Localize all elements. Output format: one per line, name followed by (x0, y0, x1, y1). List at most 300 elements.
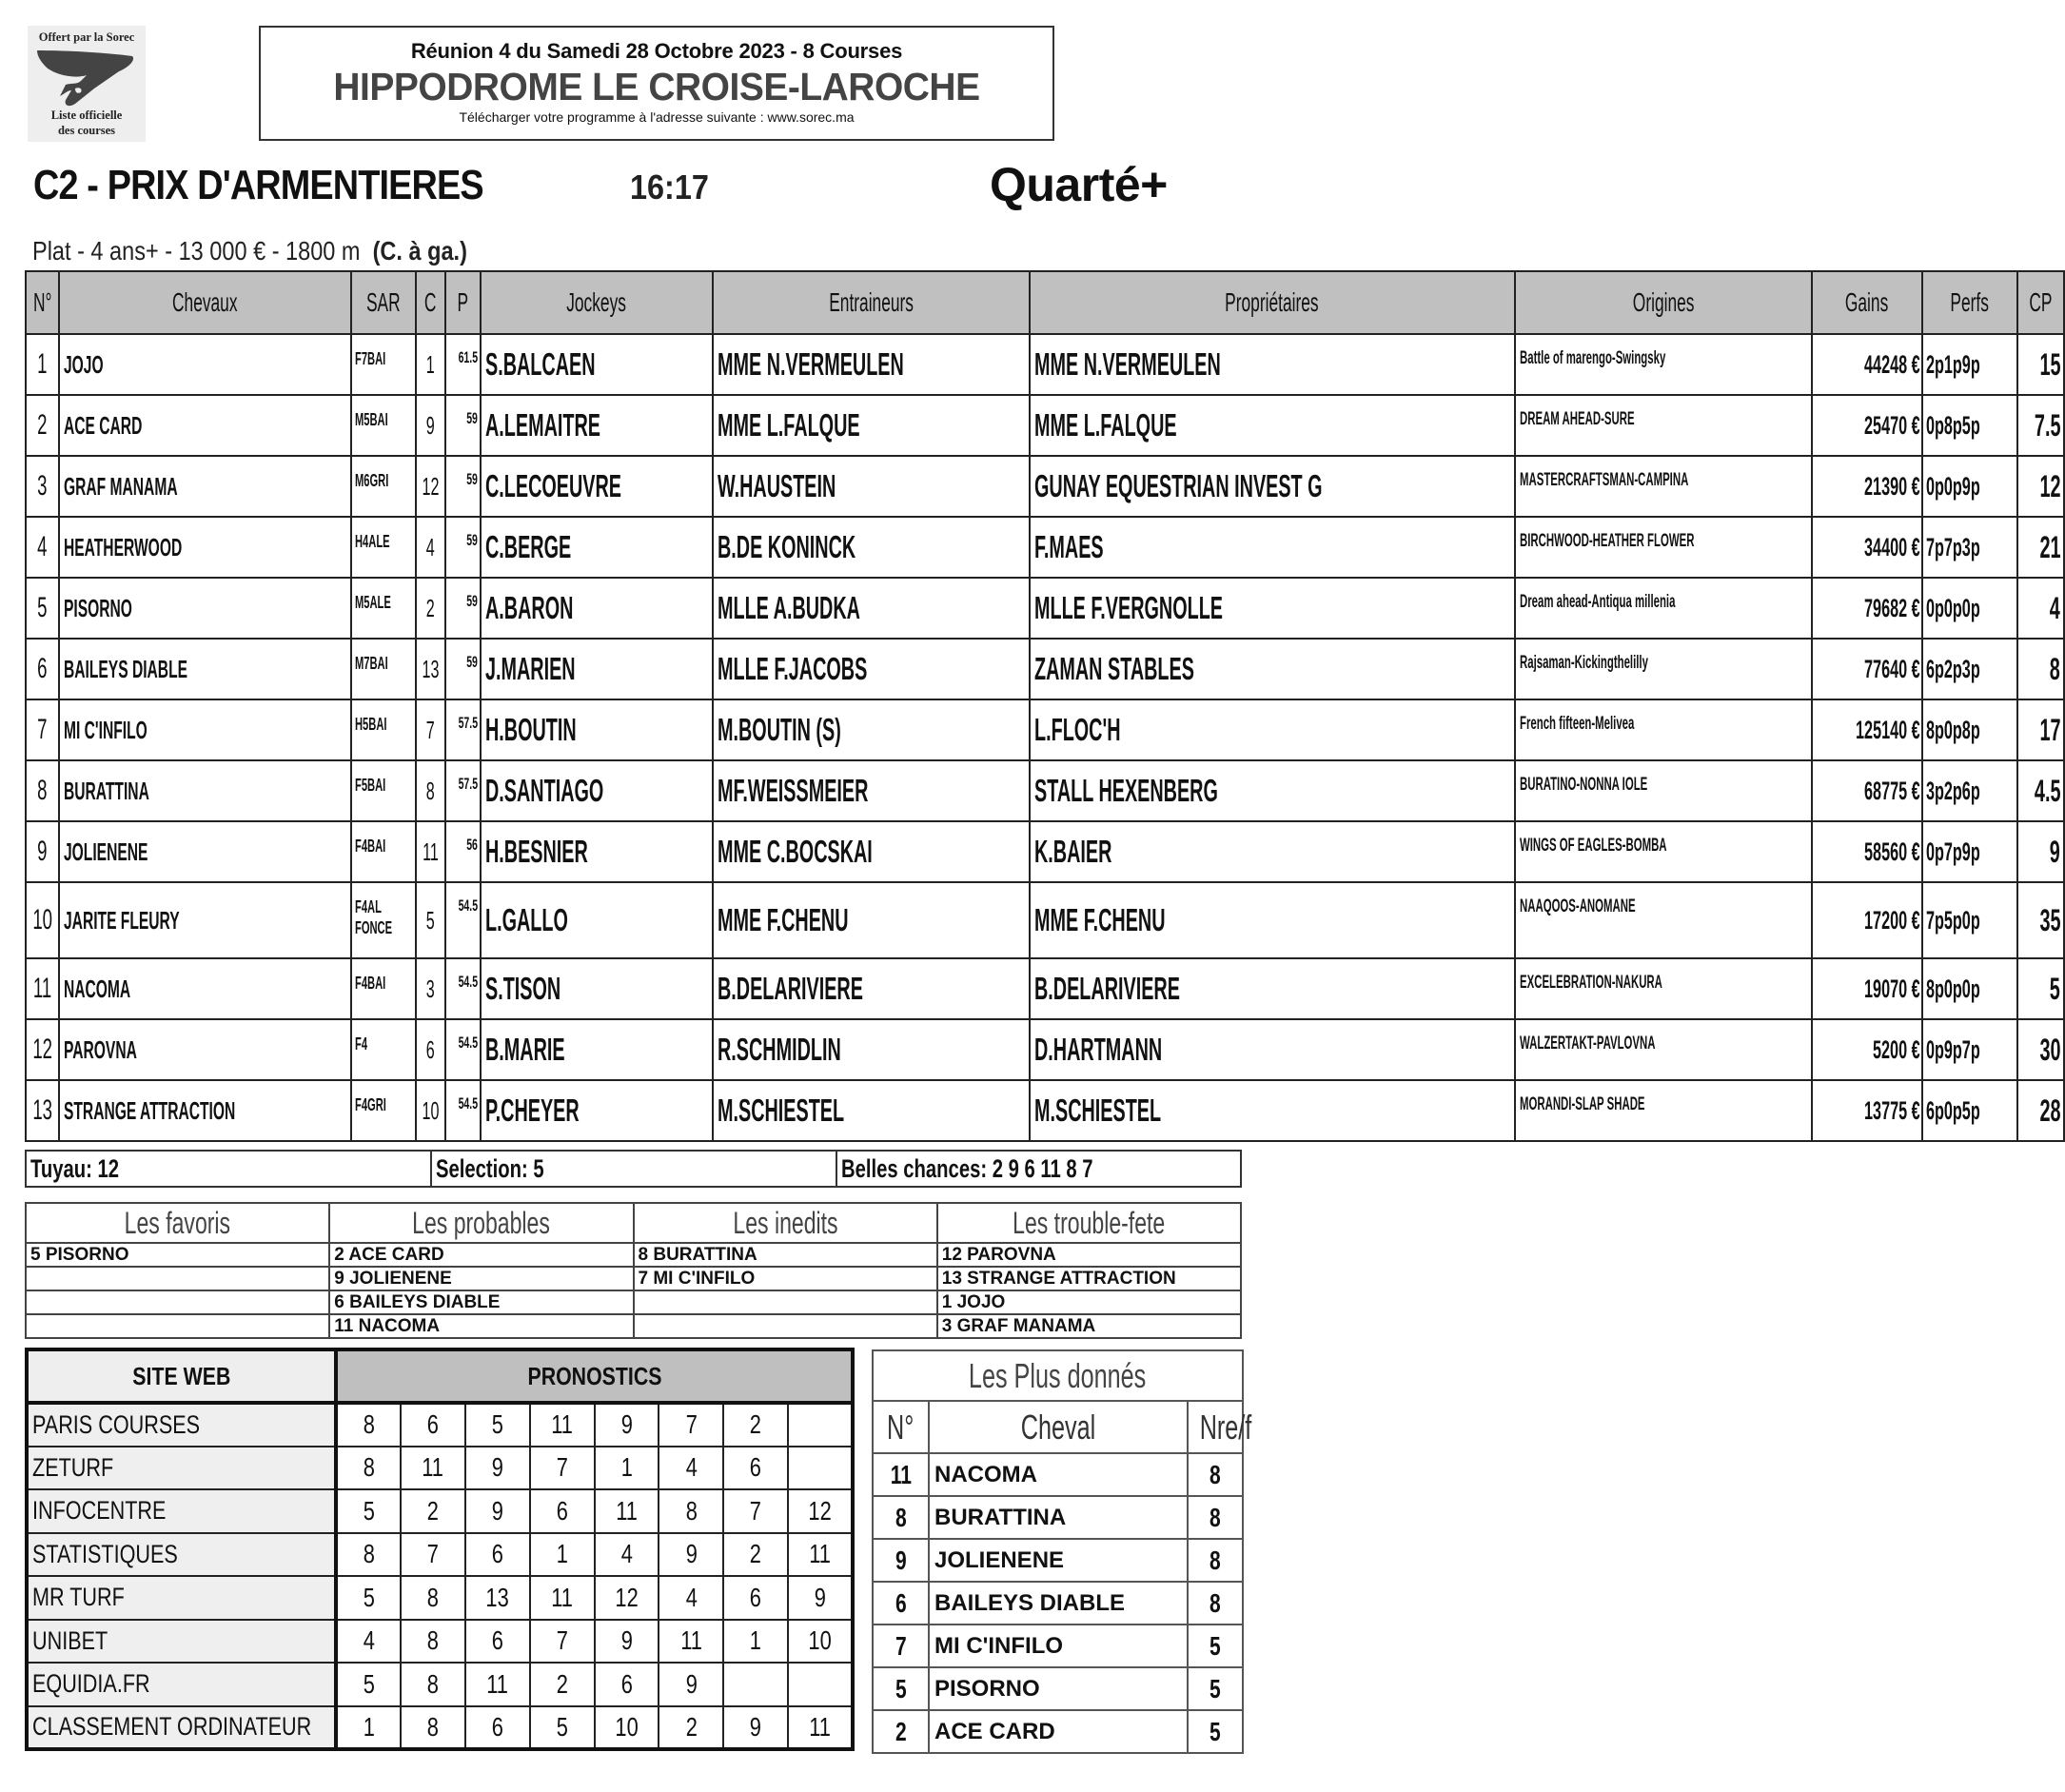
runner-gains-text: 68775 € (1863, 776, 1920, 805)
pronostic-pick (659, 1620, 723, 1664)
race-conditions-text: Plat - 4 ans+ - 13 000 € - 1800 m (32, 236, 361, 266)
runner-owner-text: MME L.FALQUE (1033, 407, 1177, 443)
most-picked-header-num: N° (873, 1401, 929, 1453)
pronostic-pick-value: 8 (363, 1409, 375, 1440)
runner-row (26, 760, 2064, 821)
runner-horse (59, 639, 350, 699)
runner-num-text: 9 (37, 836, 48, 867)
runner-cp-text: 15 (2039, 346, 2061, 382)
runner-p-text: 54.5 (458, 1094, 478, 1113)
runner-trainer-text: B.DELARIVIERE (718, 971, 864, 1006)
runner-horse (59, 456, 350, 517)
runner-jockey-text: B.MARIE (484, 1032, 565, 1067)
most-picked-count (1188, 1625, 1243, 1667)
runner-gains (1812, 578, 1923, 639)
most-picked-num-text: 2 (895, 1716, 907, 1746)
runner-perfs-text: 0p0p0p (1926, 593, 1980, 622)
pronostic-pick (401, 1533, 465, 1577)
runner-gains (1812, 456, 1923, 517)
pronostic-row (27, 1706, 853, 1750)
pronostic-pick-value: 11 (679, 1625, 702, 1656)
categories-table (25, 1202, 1242, 1339)
runner-horse (59, 1019, 350, 1080)
runner-num (26, 517, 59, 578)
runner-num-text: 1 (37, 348, 48, 380)
most-picked-num-text: 6 (895, 1587, 907, 1618)
most-picked-num (873, 1710, 929, 1753)
header-owner (1030, 271, 1515, 334)
runner-p-text: 54.5 (458, 973, 478, 991)
category-row (26, 1267, 1241, 1290)
runner-owner (1030, 395, 1515, 456)
runner-perfs-text: 0p8p5p (1926, 410, 1980, 440)
runner-owner (1030, 958, 1515, 1019)
runner-gains-text: 21390 € (1863, 471, 1920, 501)
race-time: 16:17 (630, 167, 709, 207)
pronostic-pick (530, 1403, 595, 1447)
most-picked-count-text: 8 (1210, 1587, 1221, 1618)
pronostic-site (27, 1447, 336, 1490)
runner-sar (351, 1080, 416, 1141)
pronostic-pick-value: 7 (750, 1495, 762, 1526)
pronostic-pick (336, 1447, 401, 1490)
header-perfs (1922, 271, 2017, 334)
runner-gains (1812, 821, 1923, 882)
runner-c-text: 7 (425, 715, 435, 744)
runner-origins (1515, 882, 1812, 958)
runner-jockey-text: S.TISON (484, 971, 561, 1006)
header-trainer (713, 271, 1029, 334)
runner-sar (351, 456, 416, 517)
runner-c-text: 8 (425, 776, 435, 805)
most-picked-count (1188, 1539, 1243, 1582)
runner-sar (351, 882, 416, 958)
pronostic-pick (723, 1576, 788, 1620)
runner-origins-text: MASTERCRAFTSMAN-CAMPINA (1519, 470, 1689, 490)
runner-jockey (481, 395, 713, 456)
header-sar (351, 271, 416, 334)
runner-p (445, 1019, 481, 1080)
pronostic-pick (659, 1489, 723, 1533)
category-row (26, 1243, 1241, 1267)
pronostic-row (27, 1489, 853, 1533)
category-header-inedits (634, 1203, 937, 1243)
pronostic-pick-value: 5 (363, 1495, 375, 1526)
runner-perfs (1922, 639, 2017, 699)
runner-owner (1030, 456, 1515, 517)
runner-sar-text: F4AL FONCE (354, 897, 392, 937)
runner-origins-text: WINGS OF EAGLES-BOMBA (1519, 836, 1667, 856)
most-picked-count-text: 8 (1210, 1502, 1221, 1532)
most-picked-num (873, 1539, 929, 1582)
pronostic-pick (659, 1663, 723, 1706)
runner-trainer (713, 578, 1029, 639)
runner-sar-text: F4 (354, 1034, 367, 1054)
runner-owner (1030, 1019, 1515, 1080)
pronostic-pick-value: 5 (556, 1711, 568, 1742)
meeting-header (259, 26, 1054, 141)
runner-num (26, 821, 59, 882)
pronostic-pick (336, 1403, 401, 1447)
pronostic-pick (595, 1663, 659, 1706)
runner-owner-text: F.MAES (1033, 529, 1104, 564)
pronostic-pick-value: 6 (620, 1668, 633, 1699)
runner-jockey-text: L.GALLO (484, 902, 568, 937)
runner-c (416, 639, 445, 699)
runner-gains-text: 58560 € (1863, 837, 1920, 866)
pronostic-pick-value: 13 (485, 1582, 509, 1612)
pronostic-pick (401, 1403, 465, 1447)
runner-perfs (1922, 1019, 2017, 1080)
runner-perfs (1922, 456, 2017, 517)
runner-perfs-text: 8p0p8p (1926, 715, 1980, 744)
most-picked-horse: BURATTINA (929, 1496, 1188, 1539)
runner-sar-text: F4GRI (354, 1095, 386, 1114)
most-picked-num-text: 5 (895, 1673, 907, 1703)
tip-selection-text: Selection: 5 (436, 1154, 544, 1183)
runner-c-text: 12 (422, 471, 440, 501)
pronostic-pick-value: 11 (551, 1409, 573, 1440)
runner-trainer (713, 699, 1029, 760)
runner-gains-text: 13775 € (1863, 1095, 1920, 1125)
pronostic-pick (595, 1620, 659, 1664)
runner-cp-text: 28 (2039, 1093, 2061, 1128)
runner-p (445, 821, 481, 882)
runner-jockey (481, 1080, 713, 1141)
runner-trainer-text: MME F.CHENU (718, 902, 849, 937)
runner-owner (1030, 699, 1515, 760)
pronostic-site (27, 1403, 336, 1447)
runner-origins (1515, 639, 1812, 699)
runner-cp-text: 35 (2039, 902, 2061, 937)
most-picked-header-count: Nre/f (1188, 1401, 1243, 1453)
runner-sar-text: H4ALE (354, 532, 390, 551)
tip-belles-chances-text: Belles chances: 2 9 6 11 8 7 (841, 1154, 1093, 1183)
pronostic-pick-value: 5 (491, 1409, 503, 1440)
most-picked-horse: NACOMA (929, 1453, 1188, 1496)
category-header-label: Les probables (412, 1205, 551, 1240)
most-picked-header-row (873, 1401, 1243, 1453)
runner-row (26, 699, 2064, 760)
runner-trainer-text: M.SCHIESTEL (718, 1093, 845, 1128)
runner-perfs-text: 0p7p9p (1926, 837, 1980, 866)
pronostic-pick-value: 8 (426, 1668, 439, 1699)
runner-c (416, 578, 445, 639)
pronostic-site-label: CLASSEMENT ORDINATEUR (32, 1712, 312, 1742)
pronostic-site-label: UNIBET (32, 1625, 108, 1655)
runner-num-text: 3 (37, 470, 48, 502)
pronostic-pick (465, 1447, 530, 1490)
runner-row (26, 517, 2064, 578)
runner-horse-text: GRAF MANAMA (64, 471, 178, 501)
most-picked-row (873, 1496, 1243, 1539)
runner-trainer (713, 821, 1029, 882)
runner-cp (2017, 699, 2064, 760)
pronostic-pick (336, 1663, 401, 1706)
runner-perfs-text: 0p0p9p (1926, 471, 1980, 501)
runner-num-text: 2 (37, 409, 48, 441)
runner-p-text: 56 (466, 836, 478, 854)
runner-gains (1812, 760, 1923, 821)
runner-jockey (481, 456, 713, 517)
runner-row (26, 821, 2064, 882)
runner-jockey (481, 1019, 713, 1080)
runner-gains-text: 19070 € (1863, 974, 1920, 1003)
pronostic-pick-value: 9 (814, 1582, 826, 1612)
runner-row (26, 334, 2064, 395)
pronostic-pick (401, 1489, 465, 1533)
runner-c (416, 517, 445, 578)
pronostic-pick-value: 5 (363, 1582, 375, 1612)
most-picked-count (1188, 1582, 1243, 1625)
runner-owner (1030, 517, 1515, 578)
runner-p (445, 517, 481, 578)
runner-c (416, 760, 445, 821)
runner-origins (1515, 456, 1812, 517)
pronostic-pick (723, 1706, 788, 1750)
runner-trainer (713, 1080, 1029, 1141)
pronostic-pick-value: 8 (426, 1582, 439, 1612)
runner-jockey (481, 578, 713, 639)
pronostic-pick (465, 1489, 530, 1533)
runner-p-text: 59 (466, 531, 478, 549)
pronostic-pick (723, 1663, 788, 1706)
most-picked-row (873, 1625, 1243, 1667)
most-picked-table (872, 1349, 1252, 1754)
runner-gains (1812, 639, 1923, 699)
runner-p (445, 882, 481, 958)
most-picked-count (1188, 1710, 1243, 1753)
runner-jockey (481, 760, 713, 821)
runner-sar (351, 334, 416, 395)
pronostic-pick (595, 1489, 659, 1533)
logo-top-text: Offert par la Sorec (38, 30, 135, 44)
pronostic-pick (530, 1489, 595, 1533)
pronostic-pick-value: 8 (685, 1495, 698, 1526)
most-picked-num (873, 1625, 929, 1667)
runner-p (445, 699, 481, 760)
runner-perfs (1922, 395, 2017, 456)
runner-horse-text: PISORNO (64, 593, 133, 622)
header-jockey (481, 271, 713, 334)
runner-jockey-text: S.BALCAEN (484, 346, 596, 382)
most-picked-header-horse: Cheval (929, 1401, 1188, 1453)
meeting-info: Réunion 4 du Samedi 28 Octobre 2023 - 8 Courses (410, 39, 903, 63)
runner-origins-text: WALZERTAKT-PAVLOVNA (1519, 1034, 1656, 1054)
runner-trainer (713, 334, 1029, 395)
most-picked-horse: MI C'INFILO (929, 1625, 1188, 1667)
runner-origins (1515, 760, 1812, 821)
runner-gains (1812, 334, 1923, 395)
runner-c-text: 10 (422, 1095, 440, 1125)
runner-num-text: 13 (32, 1094, 53, 1126)
pronostic-pick-value: 7 (685, 1409, 698, 1440)
runners-table (25, 270, 2065, 1142)
runner-jockey-text: D.SANTIAGO (484, 773, 604, 808)
venue-title: HIPPODROME LE CROISE-LAROCHE (333, 65, 980, 108)
pronostic-pick-value: 9 (750, 1711, 762, 1742)
runner-cp (2017, 760, 2064, 821)
runner-horse (59, 958, 350, 1019)
runner-perfs (1922, 517, 2017, 578)
runner-owner-text: GUNAY EQUESTRIAN INVEST G (1033, 468, 1323, 503)
runner-gains-text: 125140 € (1855, 715, 1920, 744)
pronostic-pick-value: 8 (426, 1711, 439, 1742)
pronostic-pick-value: 6 (426, 1409, 439, 1440)
runner-perfs (1922, 699, 2017, 760)
runner-sar-text: F4BAI (354, 837, 386, 856)
pronostic-pick (788, 1620, 853, 1664)
pronostic-pick (595, 1576, 659, 1620)
runner-owner-text: MLLE F.VERGNOLLE (1033, 590, 1223, 625)
pronostic-pick-value: 7 (556, 1452, 568, 1483)
runner-horse (59, 517, 350, 578)
pronostic-pick (659, 1533, 723, 1577)
runner-perfs-text: 0p9p7p (1926, 1034, 1980, 1064)
most-picked-count-text: 5 (1210, 1630, 1221, 1661)
runner-sar (351, 517, 416, 578)
category-cell-trouble-fete: 13 STRANGE ATTRACTION (937, 1267, 1241, 1290)
runner-gains (1812, 699, 1923, 760)
runner-horse-text: JOJO (64, 349, 104, 379)
category-cell-probables: 11 NACOMA (329, 1314, 633, 1338)
pronostic-pick-value: 9 (685, 1668, 698, 1699)
runner-p (445, 958, 481, 1019)
runner-trainer-text: MLLE F.JACOBS (718, 651, 868, 686)
runner-perfs (1922, 334, 2017, 395)
pronostic-pick-value: 7 (426, 1539, 439, 1569)
runner-num-text: 7 (37, 714, 48, 745)
pronostic-pick (723, 1447, 788, 1490)
runner-trainer-text: MME C.BOCSKAI (718, 834, 873, 869)
most-picked-num (873, 1496, 929, 1539)
runner-perfs (1922, 882, 2017, 958)
pronostic-pick-value: 1 (620, 1452, 633, 1483)
runner-sar (351, 958, 416, 1019)
runner-p-text: 61.5 (458, 348, 478, 366)
runner-perfs-text: 7p7p3p (1926, 532, 1980, 561)
runner-num-text: 4 (37, 531, 48, 562)
pronostic-pick (788, 1447, 853, 1490)
runner-cp (2017, 395, 2064, 456)
runner-perfs-text: 6p2p3p (1926, 654, 1980, 683)
runner-jockey-text: A.BARON (484, 590, 574, 625)
runner-horse-text: MI C'INFILO (64, 715, 148, 744)
runner-num (26, 958, 59, 1019)
pronostic-row (27, 1576, 853, 1620)
runner-horse-text: ACE CARD (64, 410, 143, 440)
runner-origins-text: Rajsaman-Kickingthelilly (1519, 653, 1648, 673)
runner-p (445, 639, 481, 699)
runner-p-text: 59 (466, 653, 478, 671)
runner-trainer (713, 1019, 1029, 1080)
pronostic-site (27, 1533, 336, 1577)
runner-jockey-text: C.BERGE (484, 529, 572, 564)
runner-num (26, 760, 59, 821)
pronostic-pick-value: 10 (808, 1625, 832, 1656)
runner-origins (1515, 395, 1812, 456)
runner-horse-text: BAILEYS DIABLE (64, 654, 188, 683)
runner-cp-text: 9 (2050, 834, 2061, 869)
pronostic-pick-value: 6 (750, 1582, 762, 1612)
runner-c-text: 6 (425, 1034, 435, 1064)
pronostic-site-label: PARIS COURSES (32, 1409, 201, 1439)
pronostic-site-label: INFOCENTRE (32, 1496, 167, 1526)
most-picked-num (873, 1453, 929, 1496)
pronostic-pick-value: 5 (363, 1668, 375, 1699)
runner-p-text: 59 (466, 409, 478, 427)
most-picked-horse: BAILEYS DIABLE (929, 1582, 1188, 1625)
pronostic-pick (659, 1447, 723, 1490)
pronostic-pick-value: 4 (685, 1452, 698, 1483)
pronostic-pick (465, 1533, 530, 1577)
pronostic-row (27, 1403, 853, 1447)
pronostic-pick-value: 9 (685, 1539, 698, 1569)
runner-num-text: 6 (37, 653, 48, 684)
runner-jockey (481, 639, 713, 699)
most-picked-horse: PISORNO (929, 1667, 1188, 1710)
runner-cp-text: 30 (2039, 1032, 2061, 1067)
pronostic-row (27, 1533, 853, 1577)
runner-cp-text: 7.5 (2034, 407, 2061, 443)
pronostic-pick-value: 9 (620, 1409, 633, 1440)
pronostic-pick-value: 1 (556, 1539, 568, 1569)
pronostic-site (27, 1663, 336, 1706)
pronostic-pick-value: 12 (615, 1582, 639, 1612)
runner-origins-text: Dream ahead-Antiqua millenia (1519, 592, 1676, 612)
runner-gains (1812, 882, 1923, 958)
pronostic-pick (595, 1706, 659, 1750)
runner-gains-text: 25470 € (1863, 410, 1920, 440)
runner-sar-text: M6GRI (354, 471, 389, 490)
most-picked-horse: ACE CARD (929, 1710, 1188, 1753)
runner-p (445, 456, 481, 517)
runner-origins (1515, 821, 1812, 882)
pronostics-header: PRONOSTICS (336, 1349, 853, 1403)
pronostic-pick-value: 4 (620, 1539, 633, 1569)
runner-horse-text: JOLIENENE (64, 837, 148, 866)
pronostic-pick (336, 1489, 401, 1533)
runner-trainer-text: MME N.VERMEULEN (718, 346, 904, 382)
pronostic-pick-value: 1 (363, 1711, 375, 1742)
runner-num-text: 11 (33, 973, 52, 1004)
runner-sar (351, 639, 416, 699)
pronostic-pick-value: 6 (556, 1495, 568, 1526)
runner-trainer-text: R.SCHMIDLIN (718, 1032, 841, 1067)
runner-sar-text: M5BAI (354, 410, 388, 429)
most-picked-row (873, 1710, 1243, 1753)
pronostic-pick (401, 1447, 465, 1490)
runner-cp (2017, 821, 2064, 882)
category-cell-favoris: 5 PISORNO (26, 1243, 329, 1267)
header-label: Jockeys (566, 287, 627, 317)
runner-num-text: 5 (37, 592, 48, 623)
pronostic-pick-value: 6 (491, 1625, 503, 1656)
runner-cp (2017, 456, 2064, 517)
runner-c (416, 699, 445, 760)
pronostic-pick-value: 6 (491, 1711, 503, 1742)
runner-perfs-text: 7p5p0p (1926, 905, 1980, 935)
runner-origins (1515, 1080, 1812, 1141)
pronostic-site-label: ZETURF (32, 1452, 114, 1482)
pronostic-pick (723, 1620, 788, 1664)
most-picked-title: Les Plus donnés (873, 1350, 1243, 1401)
runner-cp (2017, 334, 2064, 395)
pronostics-header-row (27, 1349, 853, 1403)
runner-perfs-text: 6p0p5p (1926, 1095, 1980, 1125)
header-p (445, 271, 481, 334)
pronostic-pick-value: 12 (808, 1495, 832, 1526)
